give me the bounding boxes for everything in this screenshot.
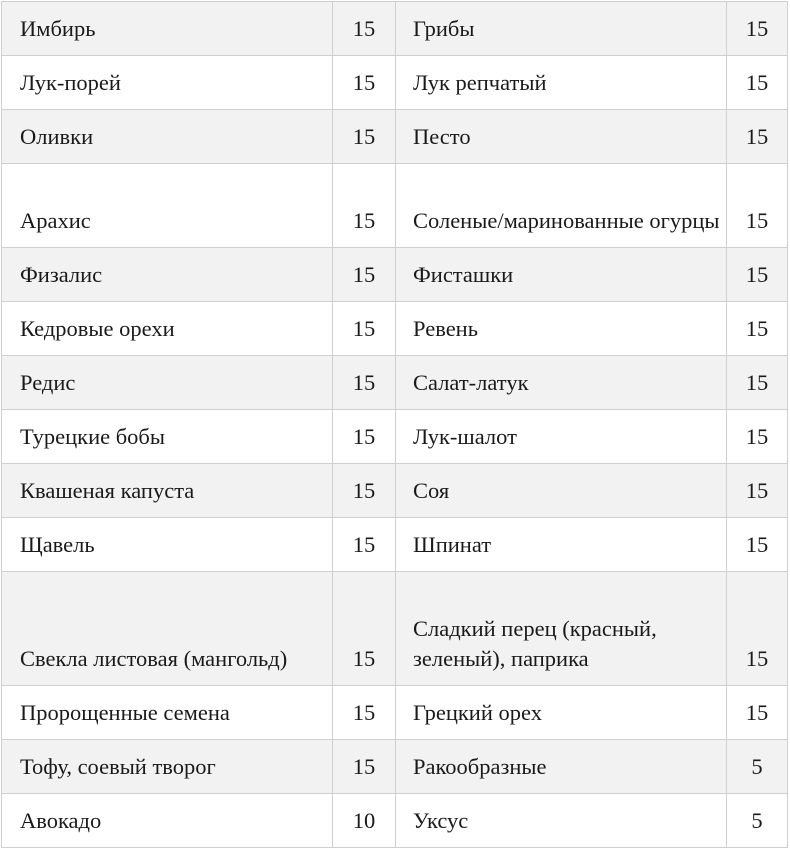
- right-value-cell: [727, 518, 788, 572]
- right-product-value: 15: [745, 424, 769, 449]
- right-value-cell: [727, 302, 788, 356]
- left-product-name: Редис: [20, 370, 76, 395]
- left-product-cell: [2, 248, 333, 302]
- right-product-value: 15: [745, 646, 769, 671]
- left-value-cell: [333, 2, 396, 56]
- left-product-name: Щавель: [20, 532, 95, 557]
- right-product-name: Сладкий перец (красный, зеленый), паприка: [413, 616, 657, 671]
- right-product-cell: [396, 686, 727, 740]
- left-product-value: 15: [352, 478, 376, 503]
- right-product-cell: [396, 356, 727, 410]
- left-value-cell: [333, 410, 396, 464]
- right-product-cell: [396, 2, 727, 56]
- left-value-cell: [333, 464, 396, 518]
- left-product-value: 15: [352, 370, 376, 395]
- left-product-cell: [2, 56, 333, 110]
- left-product-cell: [2, 110, 333, 164]
- table-row: [2, 2, 788, 56]
- left-product-cell: [2, 518, 333, 572]
- right-product-name: Соленые/маринованные огурцы: [413, 208, 720, 233]
- left-product-value: 15: [352, 16, 376, 41]
- right-product-cell: [396, 302, 727, 356]
- left-product-cell: [2, 2, 333, 56]
- left-product-value: 15: [352, 700, 376, 725]
- left-product-cell: [2, 572, 333, 686]
- right-product-value: 15: [745, 70, 769, 95]
- left-product-cell: [2, 794, 333, 848]
- left-product-cell: [2, 302, 333, 356]
- left-value-cell: [333, 110, 396, 164]
- right-value-cell: [727, 356, 788, 410]
- right-value-cell: [727, 410, 788, 464]
- table-body: [2, 2, 788, 848]
- left-value-cell: [333, 740, 396, 794]
- right-value-cell: [727, 2, 788, 56]
- left-product-name: Квашеная капуста: [20, 478, 195, 503]
- table-row: [2, 356, 788, 410]
- left-product-cell: [2, 164, 333, 248]
- table-row: [2, 164, 788, 248]
- left-value-cell: [333, 518, 396, 572]
- right-product-name: Уксус: [413, 808, 469, 833]
- left-product-cell: [2, 740, 333, 794]
- right-product-value: 15: [745, 208, 769, 233]
- table-row: [2, 56, 788, 110]
- left-value-cell: [333, 248, 396, 302]
- right-product-name: Грибы: [413, 16, 475, 41]
- right-value-cell: [727, 110, 788, 164]
- right-value-cell: [727, 794, 788, 848]
- right-product-value: 5: [751, 808, 763, 833]
- right-product-name: Лук-шалот: [413, 424, 517, 449]
- left-product-value: 15: [352, 124, 376, 149]
- product-table: [1, 1, 788, 848]
- left-product-name: Турецкие бобы: [20, 424, 165, 449]
- left-value-cell: [333, 572, 396, 686]
- left-product-cell: [2, 464, 333, 518]
- left-product-name: Тофу, соевый творог: [20, 754, 216, 779]
- right-product-cell: [396, 56, 727, 110]
- right-value-cell: [727, 740, 788, 794]
- right-product-cell: [396, 110, 727, 164]
- left-value-cell: [333, 302, 396, 356]
- right-product-name: Лук репчатый: [413, 70, 547, 95]
- right-product-name: Грецкий орех: [413, 700, 542, 725]
- right-value-cell: [727, 572, 788, 686]
- left-product-name: Физалис: [20, 262, 103, 287]
- left-product-value: 15: [352, 208, 376, 233]
- left-value-cell: [333, 794, 396, 848]
- right-value-cell: [727, 248, 788, 302]
- right-product-name: Соя: [413, 478, 450, 503]
- right-product-name: Фисташки: [413, 262, 514, 287]
- right-product-value: 15: [745, 316, 769, 341]
- table-row: [2, 410, 788, 464]
- left-product-name: Свекла листовая (мангольд): [20, 646, 288, 671]
- table-row: [2, 248, 788, 302]
- right-product-value: 15: [745, 532, 769, 557]
- left-product-name: Кедровые орехи: [20, 316, 175, 341]
- left-product-name: Пророщенные семена: [20, 700, 230, 725]
- left-value-cell: [333, 356, 396, 410]
- left-product-cell: [2, 356, 333, 410]
- left-product-value: 15: [352, 316, 376, 341]
- right-value-cell: [727, 686, 788, 740]
- left-product-value: 15: [352, 424, 376, 449]
- right-product-value: 15: [745, 124, 769, 149]
- table-row: [2, 686, 788, 740]
- right-product-value: 15: [745, 262, 769, 287]
- right-product-value: 15: [745, 16, 769, 41]
- left-value-cell: [333, 686, 396, 740]
- left-product-name: Авокадо: [20, 808, 102, 833]
- left-value-cell: [333, 164, 396, 248]
- left-product-value: 15: [352, 262, 376, 287]
- right-product-name: Песто: [413, 124, 471, 149]
- right-product-cell: [396, 248, 727, 302]
- right-product-name: Ревень: [413, 316, 478, 341]
- right-value-cell: [727, 56, 788, 110]
- right-product-cell: [396, 740, 727, 794]
- right-product-cell: [396, 410, 727, 464]
- left-product-name: Лук-порей: [20, 70, 121, 95]
- left-product-value: 10: [352, 808, 376, 833]
- right-product-value: 15: [745, 700, 769, 725]
- table-row: [2, 518, 788, 572]
- table-row: [2, 572, 788, 686]
- right-product-value: 15: [745, 370, 769, 395]
- left-product-value: 15: [352, 70, 376, 95]
- right-value-cell: [727, 164, 788, 248]
- table-row: [2, 464, 788, 518]
- left-product-name: Оливки: [20, 124, 94, 149]
- left-value-cell: [333, 56, 396, 110]
- left-product-value: 15: [352, 646, 376, 671]
- right-product-cell: [396, 518, 727, 572]
- left-product-value: 15: [352, 754, 376, 779]
- table-row: [2, 302, 788, 356]
- left-product-value: 15: [352, 532, 376, 557]
- table-row: [2, 794, 788, 848]
- table-row: [2, 110, 788, 164]
- right-product-value: 15: [745, 478, 769, 503]
- right-product-name: Шпинат: [413, 532, 492, 557]
- right-product-cell: [396, 572, 727, 686]
- left-product-cell: [2, 410, 333, 464]
- left-product-name: Арахис: [20, 208, 91, 233]
- right-product-name: Ракообразные: [413, 754, 547, 779]
- right-product-value: 5: [751, 754, 763, 779]
- document-page: [1, 1, 787, 847]
- right-product-cell: [396, 164, 727, 248]
- left-product-name: Имбирь: [20, 16, 96, 41]
- right-product-name: Салат-латук: [413, 370, 529, 395]
- right-value-cell: [727, 464, 788, 518]
- left-product-cell: [2, 686, 333, 740]
- table-row: [2, 740, 788, 794]
- right-product-cell: [396, 464, 727, 518]
- right-product-cell: [396, 794, 727, 848]
